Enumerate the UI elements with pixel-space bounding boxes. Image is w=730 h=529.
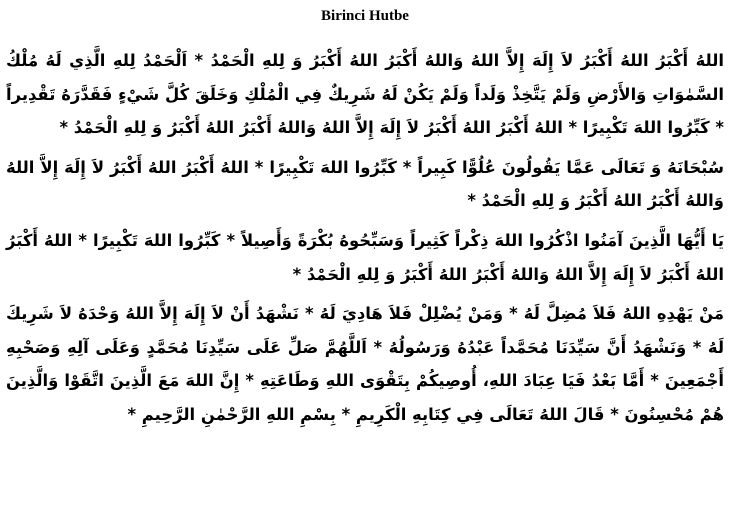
sermon-body <box>6 44 724 438</box>
paragraph-takbir-hamd: اللهُ أَكْبَرُ اللهُ أَكْبَرُ لاَ إِلَهَ إِلاَّ اللهُ وَاللهُ أَكْبَرُ اللهُ أَكْبَرُ وَ لِلهِ الْحَمْدُ * اَلْحَمْدُ لِلهِ الَّذِي لَهُ مُلْكُ السَّمٰوَاتِ وَالأَرْضِ وَلَمْ يَتَّخِذْ وَلَداً وَلَمْ يَكُنْ لَهُ شَرِيكٌ فِي الْمُلْكِ وَخَلَقَ كُلَّ شَيْءٍ فَقَدَّرَهُ تَقْدِيراً * كَبِّرُوا اللهَ تَكْبِيرًا * اللهُ أَكْبَرُ اللهُ أَكْبَرُ لاَ إِلَهَ إِلاَّ اللهُ وَاللهُ أَكْبَرُ اللهُ أَكْبَرُ وَ لِلهِ الْحَمْدُ * <box>6 51 724 138</box>
paragraph-subhanahu: سُبْحَانَهُ وَ تَعَالَى عَمَّا يَقُولُونَ عُلُوًّا كَبِيراً * كَبِّرُوا اللهَ تَكْبِيرًا * اللهُ أَكْبَرُ اللهُ أَكْبَرُ لاَ إِلَهَ إِلاَّ اللهُ وَاللهُ أَكْبَرُ اللهُ أَكْبَرُ وَ لِلهِ الْحَمْدُ * <box>6 157 724 211</box>
document-title: Birinci Hutbe <box>321 8 409 24</box>
paragraph-shahada-wasiyya: مَنْ يَهْدِهِ اللهُ فَلاَ مُضِلَّ لَهُ * وَمَنْ يُضْلِلْ فَلاَ هَادِيَ لَهُ * نَشْهَدُ أَنْ لاَ إِلَهَ إِلاَّ اللهُ وَحْدَهُ لاَ شَرِيكَ لَهُ * وَنَشْهَدُ أَنَّ سَيِّدَنَا مُحَمَّداً عَبْدُهُ وَرَسُولُهُ * اَللَّهُمَّ صَلِّ عَلَى سَيِّدِنَا مُحَمَّدٍ وَعَلَى آلِهِ وَصَحْبِهِ أَجْمَعِينَ * أَمَّا بَعْدُ فَيَا عِبَادَ اللهِ، أُوصِيكُمْ بِتَقْوَى اللهِ وَطَاعَتِهِ * إِنَّ اللهَ مَعَ الَّذِينَ اتَّقَوْا وَالَّذِينَ هُمْ مُحْسِنُونَ * قَالَ اللهُ تَعَالَى فِي كِتَابِهِ الْكَرِيمِ * بِسْمِ اللهِ الرَّحْمٰنِ الرَّحِيمِ * <box>6 304 724 424</box>
paragraph-ya-ayyuha: يَا أَيُّهَا الَّذِينَ آمَنُوا اذْكُرُوا اللهَ ذِكْراً كَثِيراً وَسَبِّحُوهُ بُكْرَةً وَأَصِيلاً * كَبِّرُوا اللهَ تَكْبِيرًا * اللهُ أَكْبَرُ اللهُ أَكْبَرُ لاَ إِلَهَ إِلاَّ اللهُ وَاللهُ أَكْبَرُ اللهُ أَكْبَرُ وَ لِلهِ الْحَمْدُ * <box>6 230 724 284</box>
